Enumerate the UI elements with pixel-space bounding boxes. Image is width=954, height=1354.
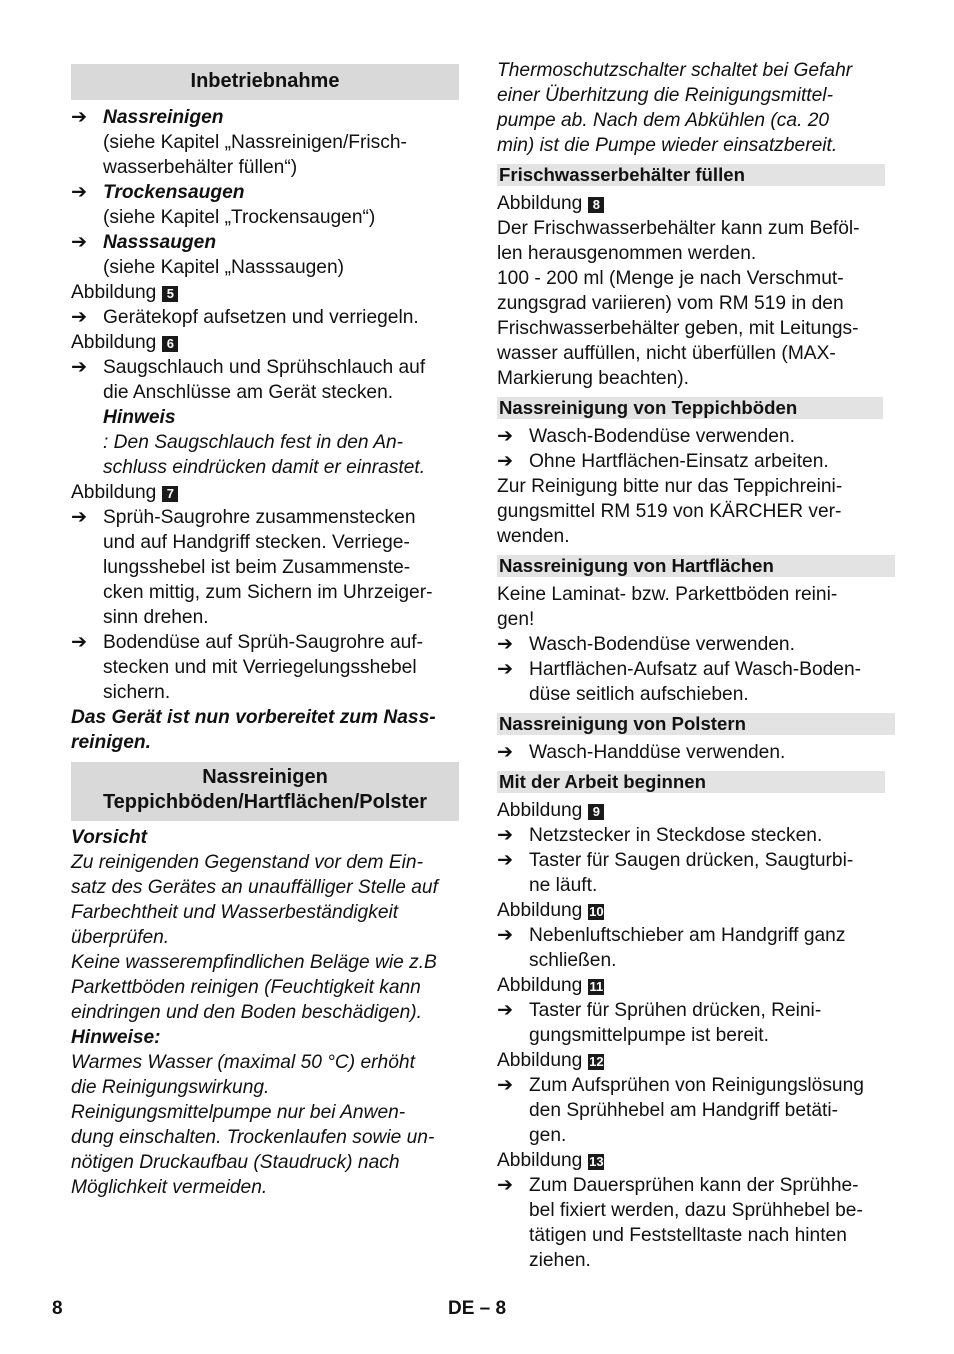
figure-reference: Abbildung 7 bbox=[71, 480, 459, 505]
list-item: ➔ Netzstecker in Steckdose stecken. bbox=[497, 825, 823, 846]
thermo-note: Thermoschutzschalter schaltet bei Gefahr bbox=[497, 60, 853, 81]
figure-reference: Abbildung 13 bbox=[497, 1150, 604, 1171]
arrow-right-icon: ➔ bbox=[497, 925, 514, 946]
arrow-right-icon: ➔ bbox=[71, 307, 88, 328]
list-item: ➔ Wasch-Bodendüse verwenden. bbox=[497, 634, 795, 655]
arrow-right-icon: ➔ bbox=[497, 426, 514, 447]
figure-number-badge: 6 bbox=[162, 336, 178, 352]
arrow-right-icon: ➔ bbox=[71, 182, 88, 203]
left-column: Inbetriebnahme ➔ Nassreinigen (siehe Kapitel „Nassreinigen/Frisch- wasserbehälter füllen“) ➔ Trockensaugen (siehe Kapitel „Trockensaugen“) ➔ Nasssaugen (siehe Kapitel „Nasssaugen) Abbildung 5 ➔ Gerätekopf aufsetzen und verriegeln. Abbildung 6 ➔ Saugschlauch und Sprühschlauch auf die Anschlüsse am Gerät stecken. Hinweis : Den Saugschlauch fest in den An- schluss eindrücken damit er einrastet. Abbildung 7 ➔ Sprüh-Saugrohre zusammenstecken und auf Handgriff stecken. Verriege- lungsshebel ist beim Zusammenste- cken mittig, zum Sichern im Uhrzeiger- sinn drehen. ➔ Bodendüse auf Sprüh-Saugrohre auf- stecken und mit Verriegelungsshebel sichern. Das Gerät ist nun vorbereitet zum Nass- reinigen. Nassreinigen Teppichböden/Hartflächen/Polster Vorsicht Zu reinigenden Gegenstand vor dem Ein- satz des Gerätes an unauffälliger Stelle auf Farbechtheit und Wasserbeständigkeit überprüfen. Keine wasserempfindlichen Beläge wie z.B Parkettböden reinigen (Feuchtigkeit kann eindringen und den Boden beschädigen). Hinweise: Warmes Wasser (maximal 50 °C) erhöht die Reinigungswirkung. Reinigungsmittelpumpe nur bei Anwen- dung einschalten. Trockenlaufen sowie un- nötigen Druckaufbau (Staudruck) nach Möglichkeit vermeiden. bbox=[71, 58, 459, 1200]
page-number-left: 8 bbox=[52, 1298, 63, 1319]
list-item: ➔ Bodendüse auf Sprüh-Saugrohre auf- stecken und mit Verriegelungsshebel sichern. bbox=[71, 632, 424, 703]
note-title: Hinweis bbox=[103, 407, 176, 428]
arrow-right-icon: ➔ bbox=[497, 825, 514, 846]
arrow-right-icon: ➔ bbox=[497, 659, 514, 680]
list-item: ➔ Ohne Hartflächen-Einsatz arbeiten. bbox=[497, 451, 829, 472]
figure-number-badge: 5 bbox=[162, 286, 178, 302]
list-item: ➔ Wasch-Bodendüse verwenden. bbox=[497, 426, 795, 447]
figure-number-badge: 7 bbox=[162, 486, 178, 502]
arrow-right-icon: ➔ bbox=[71, 357, 88, 378]
arrow-right-icon: ➔ bbox=[71, 107, 88, 128]
arrow-right-icon: ➔ bbox=[497, 634, 514, 655]
page-number-center: DE – 8 bbox=[448, 1298, 507, 1319]
figure-number-badge: 13 bbox=[589, 1154, 604, 1169]
list-item: ➔ Zum Aufsprühen von Reinigungslösung den Sprühhebel am Handgriff betäti- gen. bbox=[497, 1075, 864, 1146]
arrow-right-icon: ➔ bbox=[71, 507, 88, 528]
section-heading-arbeit-beginnen: Mit der Arbeit beginnen bbox=[497, 771, 885, 793]
list-item: ➔ Gerätekopf aufsetzen und verriegeln. bbox=[71, 307, 419, 328]
arrow-right-icon: ➔ bbox=[497, 451, 514, 472]
arrow-right-icon: ➔ bbox=[497, 1075, 514, 1096]
caution-title: Vorsicht bbox=[71, 827, 148, 848]
figure-number-badge: 9 bbox=[588, 804, 604, 820]
arrow-right-icon: ➔ bbox=[497, 1175, 514, 1196]
notes-title: Hinweise: bbox=[71, 1027, 161, 1048]
list-item: ➔ Zum Dauersprühen kann der Sprühhe- bel fixiert werden, dazu Sprühhebel be- tätigen und Feststelltaste nach hinten ziehen. bbox=[497, 1175, 863, 1271]
list-item: ➔ Saugschlauch und Sprühschlauch auf die Anschlüsse am Gerät stecken. Hinweis : Den Saugschlauch fest in den An- schluss eindrücken damit er einrastet. bbox=[71, 355, 459, 480]
arrow-right-icon: ➔ bbox=[497, 742, 514, 763]
list-item-nassreinigen: ➔ Nassreinigen (siehe Kapitel „Nassreinigen/Frisch- wasserbehälter füllen“) bbox=[71, 107, 407, 178]
figure-number-badge: 8 bbox=[588, 197, 604, 213]
figure-reference: Abbildung 9 bbox=[497, 798, 895, 823]
section-heading-inbetriebnahme: Inbetriebnahme bbox=[71, 64, 459, 100]
list-item-trockensaugen: ➔ Trockensaugen (siehe Kapitel „Trockensaugen“) bbox=[71, 182, 376, 228]
figure-number-badge: 10 bbox=[589, 904, 604, 919]
section-heading-teppichboeden: Nassreinigung von Teppichböden bbox=[497, 397, 883, 419]
figure-reference: Abbildung 10 bbox=[497, 900, 604, 921]
arrow-right-icon: ➔ bbox=[497, 1000, 514, 1021]
section-heading-frischwasser: Frischwasserbehälter füllen bbox=[497, 164, 885, 186]
figure-reference: Abbildung 12 bbox=[497, 1050, 604, 1071]
list-item: ➔ Sprüh-Saugrohre zusammenstecken und auf Handgriff stecken. Verriege- lungsshebel ist beim Zusammenste- cken mittig, zum Sichern im Uhrzeiger- sinn drehen. bbox=[71, 507, 433, 628]
list-item: ➔ Taster für Sprühen drücken, Reini- gungsmittelpumpe ist bereit. bbox=[497, 1000, 822, 1046]
arrow-right-icon: ➔ bbox=[71, 632, 88, 653]
list-item-nasssaugen: ➔ Nasssaugen (siehe Kapitel „Nasssaugen) bbox=[71, 232, 345, 278]
arrow-right-icon: ➔ bbox=[497, 850, 514, 871]
figure-reference: Abbildung 11 bbox=[497, 975, 604, 996]
arrow-right-icon: ➔ bbox=[71, 232, 88, 253]
ready-statement: Das Gerät ist nun vorbereitet zum Nass- bbox=[71, 707, 436, 728]
figure-number-badge: 12 bbox=[589, 1054, 604, 1069]
section-heading-polstern: Nassreinigung von Polstern bbox=[497, 713, 895, 735]
right-column: Thermoschutzschalter schaltet bei Gefahr einer Überhitzung die Reinigungsmittel- pumpe ab. Nach dem Abkühlen (ca. 20 min) ist die Pumpe wieder einsatzbereit. Frischwasserbehälter füllen Abbildung 8 Der Frischwasserbehälter kann zum Beföl- len herausgenommen werden. 100 - 200 ml (Menge je nach Verschmut- zungsgrad variieren) vom RM 519 in den Frischwasserbehälter geben, mit Leitungs- wasser auffüllen, nicht überfüllen (MAX- Markierung beachten). Nassreinigung von Teppichböden ➔ Wasch-Bodendüse verwenden. ➔ Ohne Hartflächen-Einsatz arbeiten. Zur Reinigung bitte nur das Teppichreini- gungsmittel RM 519 von KÄRCHER ver- wenden. Nassreinigung von Hartflächen Keine Laminat- bzw. Parkettböden reini- gen! ➔ Wasch-Bodendüse verwenden. ➔ Hartflächen-Aufsatz auf Wasch-Boden- düse seitlich aufschieben. Nassreinigung von Polstern ➔ Wasch-Handdüse verwenden. Mit der Arbeit beginnen Abbildung 9 ➔ Netzstecker in Steckdose stecken. ➔ Taster für Saugen drücken, Saugturbi- ne läuft. Abbildung 10 ➔ Nebenluftschieber am Handgriff ganz schließen. Abbildung 11 ➔ Taster für Sprühen drücken, Reini- gungsmittelpumpe ist bereit. Abbildung 12 ➔ Zum Aufsprühen von Reinigungslösung den Sprühhebel am Handgriff betäti- gen. Abbildung 13 ➔ Zum Dauersprühen kann der Sprühhe- bel fixiert werden, dazu Sprühhebel be- tätigen und Feststelltaste nach hinten ziehen. bbox=[497, 58, 895, 1273]
figure-reference: Abbildung 8 bbox=[497, 191, 895, 216]
list-item: ➔ Nebenluftschieber am Handgriff ganz schließen. bbox=[497, 925, 846, 971]
list-item: ➔ Wasch-Handdüse verwenden. bbox=[497, 742, 786, 763]
list-item: ➔ Taster für Saugen drücken, Saugturbi- ne läuft. bbox=[497, 850, 854, 896]
section-heading-hartflaechen: Nassreinigung von Hartflächen bbox=[497, 555, 895, 577]
figure-number-badge: 11 bbox=[589, 979, 604, 994]
figure-reference: Abbildung 6 bbox=[71, 330, 459, 355]
list-item: ➔ Hartflächen-Aufsatz auf Wasch-Boden- düse seitlich aufschieben. bbox=[497, 659, 862, 705]
figure-reference: Abbildung 5 bbox=[71, 280, 459, 305]
section-heading-nassreinigen: Nassreinigen Teppichböden/Hartflächen/Polster bbox=[71, 762, 459, 821]
